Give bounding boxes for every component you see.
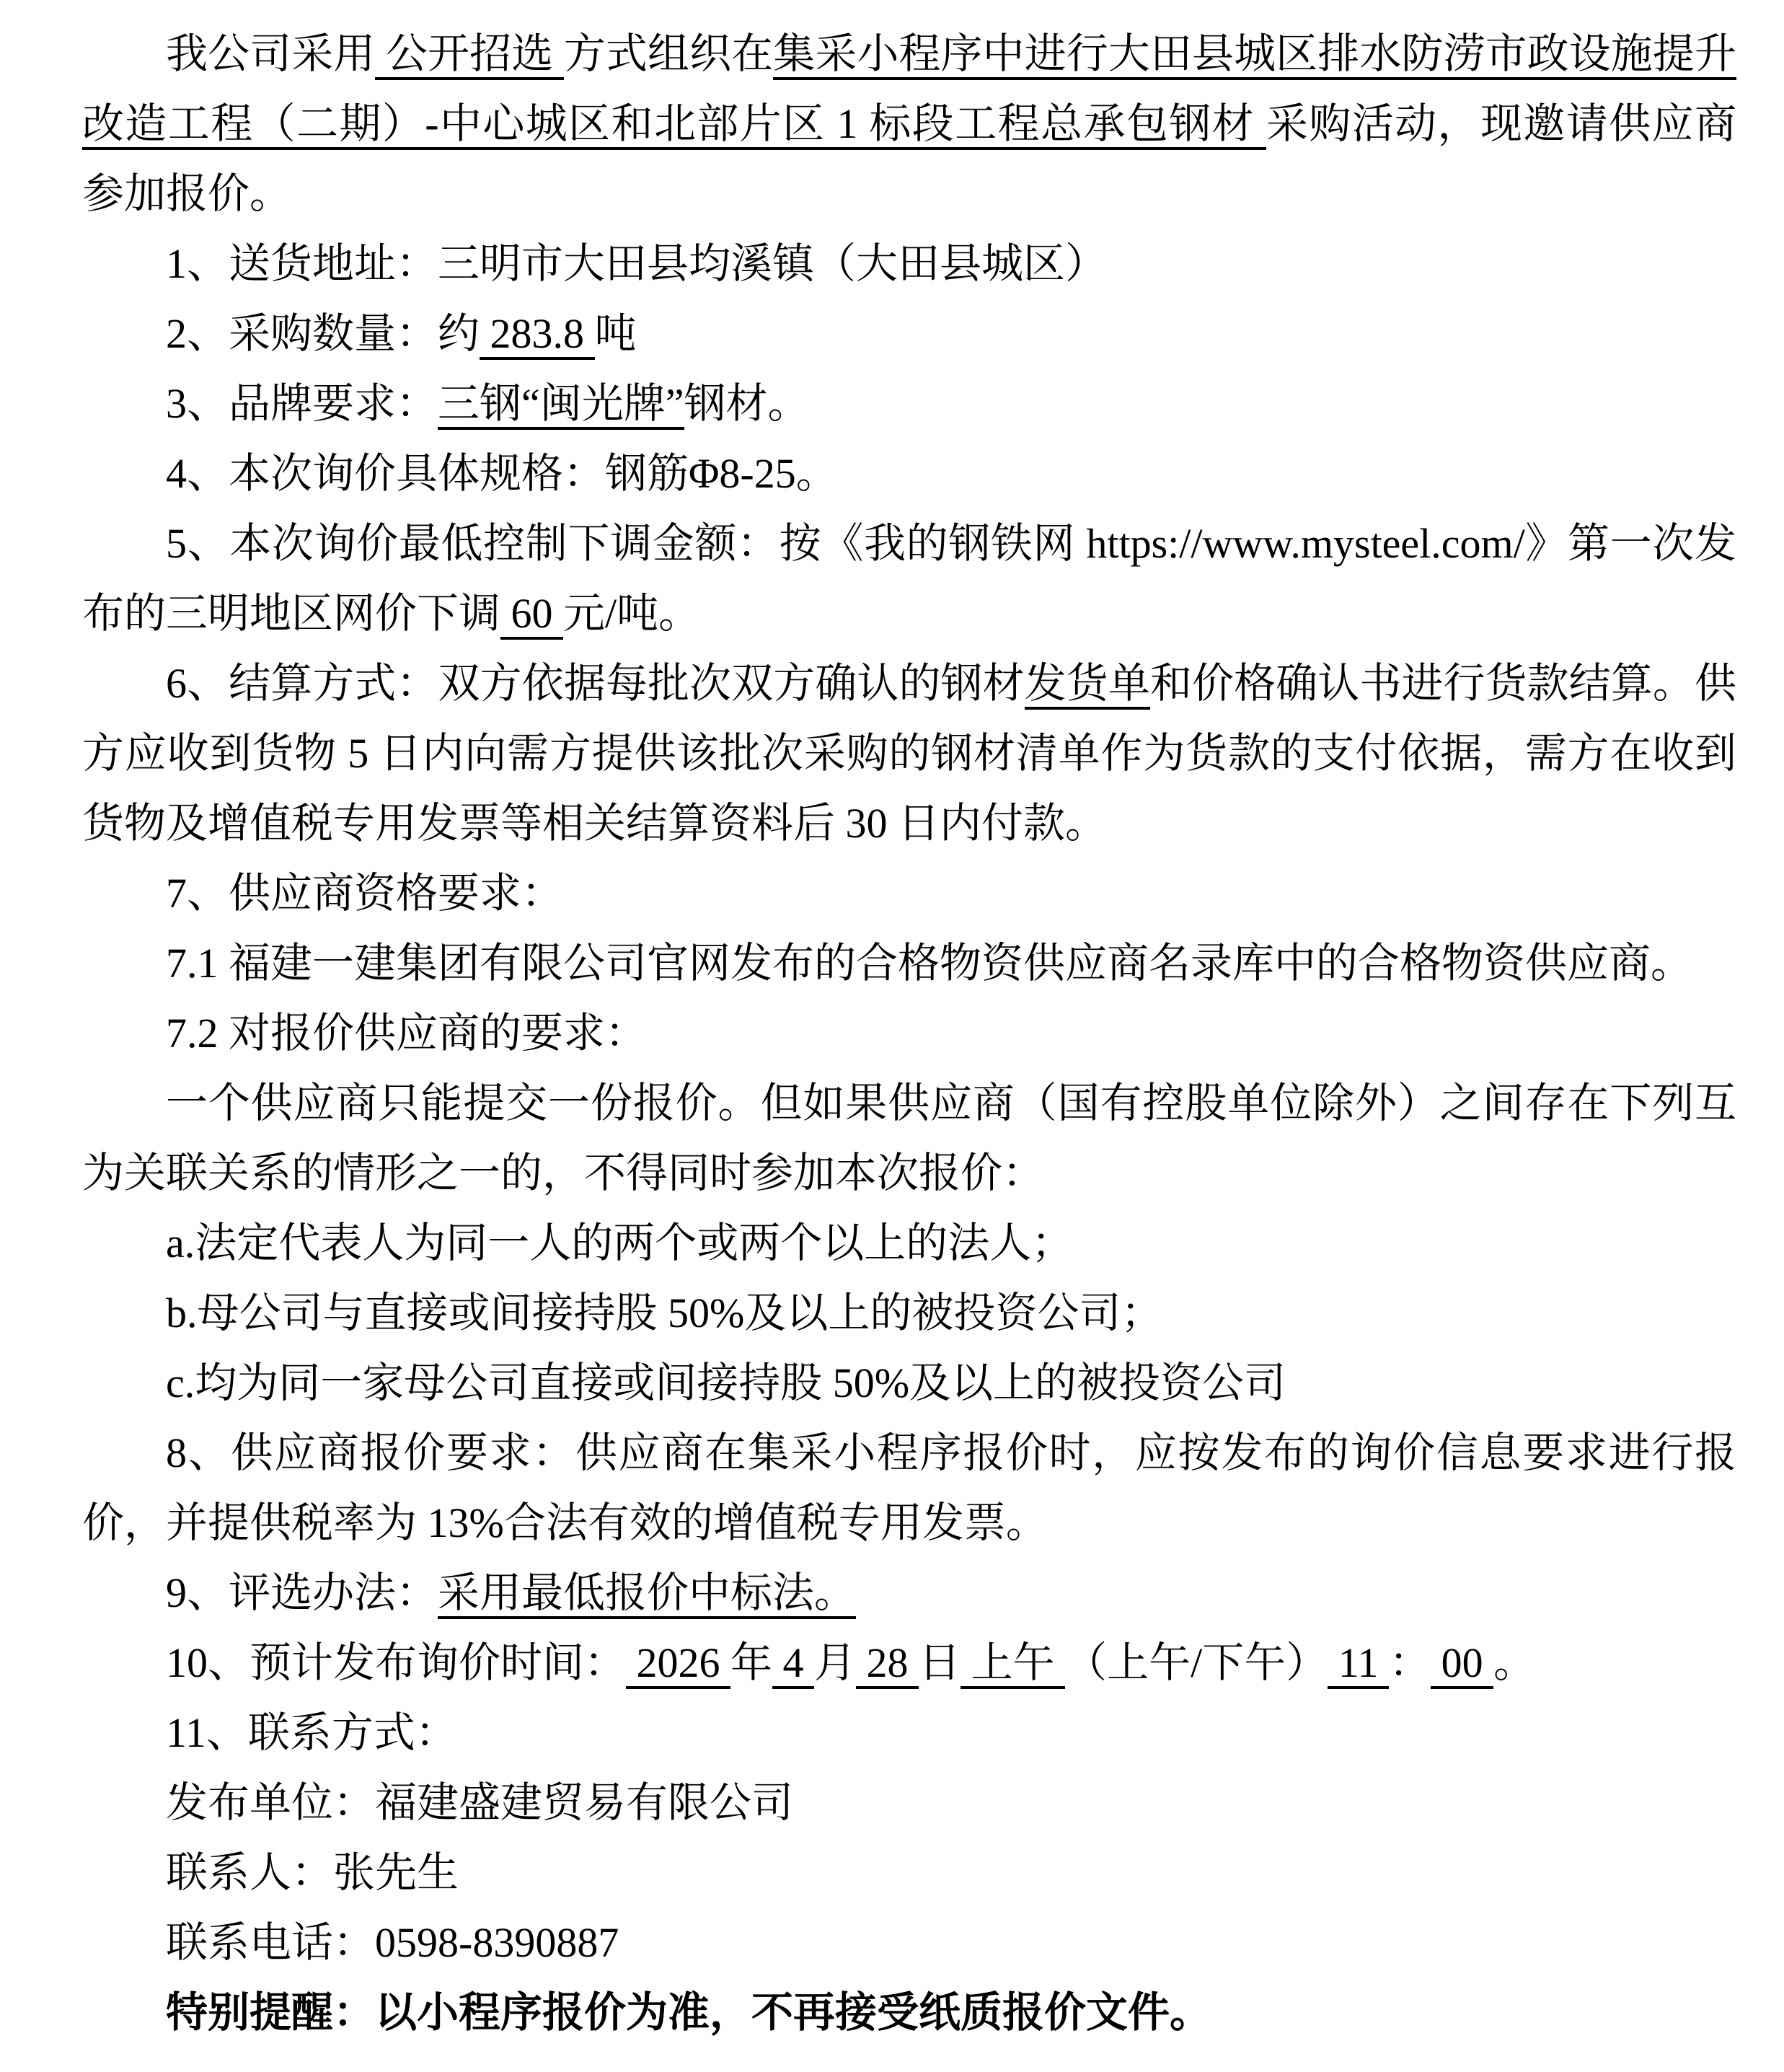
item-8-quote-requirements: [82, 1418, 1736, 1558]
text-run: 2、采购数量：约: [166, 310, 480, 357]
text-run: 5、本次询价最低控制下调金额：按《我的钢铁网 https://www.mysteel.com/》第一次发布的三明地区网价下调: [82, 520, 1736, 637]
underlined-text: 00: [1431, 1639, 1493, 1689]
item-7-2-b: [82, 1278, 1736, 1348]
item-6-settlement-method: [82, 648, 1736, 858]
item-2-quantity: [82, 299, 1736, 369]
item-7-2: [82, 998, 1736, 1068]
text-run: 8、供应商报价要求：供应商在集采小程序报价时，应按发布的询价信息要求进行报价，并提供税率为 13%合法有效的增值税专用发票。: [82, 1429, 1736, 1546]
underlined-text: 上午: [961, 1639, 1065, 1689]
text-run: 我公司采用: [166, 30, 376, 77]
text-run: 联系电话：0598-8390887: [166, 1919, 619, 1966]
item-7-2-a: [82, 1208, 1736, 1278]
item-4-specification: [82, 438, 1736, 508]
underlined-text: 60: [500, 590, 563, 640]
text-run: 。: [1493, 1639, 1536, 1686]
underlined-text: 采用最低报价中标法。: [438, 1569, 856, 1619]
text-run: 一个供应商只能提交一份报价。但如果供应商（国有控股单位除外）之间存在下列互为关联关系的情形之一的，不得同时参加本次报价：: [82, 1080, 1736, 1196]
text-run: 7、供应商资格要求：: [166, 870, 564, 917]
underlined-text: 三钢“闽光牌”: [438, 380, 684, 430]
text-run: 9、评选办法：: [166, 1569, 438, 1616]
text-run: 吨: [594, 310, 637, 357]
text-run: 3、品牌要求：: [166, 380, 438, 427]
publisher-line: [82, 1768, 1736, 1838]
underlined-text: 2026: [626, 1639, 730, 1689]
text-run: 发布单位：福建盛建贸易有限公司: [166, 1779, 794, 1826]
underlined-text: 28: [856, 1639, 919, 1689]
text-run: 7.2 对报价供应商的要求：: [166, 1010, 648, 1057]
intro-paragraph: [82, 19, 1736, 229]
underlined-text: 283.8: [480, 310, 595, 360]
item-9-evaluation-method: [82, 1558, 1736, 1628]
text-run: 元/吨。: [563, 590, 701, 637]
text-run: 4、本次询价具体规格：钢筋Φ8-25。: [166, 450, 838, 497]
special-reminder: [82, 1978, 1736, 2047]
text-run: 联系人：张先生: [166, 1849, 459, 1896]
text-run: 7.1 福建一建集团有限公司官网发布的合格物资供应商名录库中的合格物资供应商。: [166, 940, 1693, 987]
underlined-text: 11: [1328, 1639, 1389, 1689]
underlined-text: 4: [772, 1639, 814, 1689]
item-11-contact-heading: [82, 1698, 1736, 1768]
text-run: 采购活动，现邀请供应商参加报价。: [82, 100, 1736, 217]
contact-person-line: [82, 1838, 1736, 1908]
text-run: 特别提醒：以小程序报价为准，不再接受纸质报价文件。: [166, 1989, 1212, 2036]
text-run: 月: [814, 1639, 857, 1686]
underlined-text: 发货单: [1025, 660, 1150, 710]
text-run: ：: [1389, 1639, 1431, 1686]
item-1-delivery-address: [82, 229, 1736, 299]
document-body: [82, 19, 1736, 2047]
text-run: 1、送货地址：三明市大田县均溪镇（大田县城区）: [166, 240, 1108, 287]
text-run: 日: [919, 1639, 961, 1686]
text-run: b.母公司与直接或间接持股 50%及以上的被投资公司；: [166, 1290, 1163, 1336]
text-run: 年: [730, 1639, 773, 1686]
item-10-publish-time: [82, 1628, 1736, 1698]
underlined-text: 公开招选: [375, 30, 563, 80]
text-run: 10、预计发布询价时间：: [166, 1639, 627, 1686]
text-run: （上午/下午）: [1065, 1639, 1328, 1686]
item-7-2-c: [82, 1348, 1736, 1418]
item-7-2-paragraph: [82, 1068, 1736, 1208]
item-7-supplier-qualification: [82, 858, 1736, 928]
text-run: c.均为同一家母公司直接或间接持股 50%及以上的被投资公司: [166, 1359, 1286, 1406]
text-run: 和价格确认书进行货款结算。供方应收到货物 5 日内向需方提供该批次采购的钢材清单作为货款的支付依据，需方在收到货物及增值税专用发票等相关结算资料后 30 日内付款。: [82, 660, 1736, 847]
text-run: a.法定代表人为同一人的两个或两个以上的法人；: [166, 1220, 1074, 1266]
text-run: 11、联系方式：: [166, 1709, 457, 1756]
text-run: 方式组织在: [563, 30, 774, 77]
text-run: 钢材。: [684, 380, 810, 427]
item-5-price-floor: [82, 508, 1736, 648]
text-run: 6、结算方式：双方依据每批次双方确认的钢材: [166, 660, 1025, 707]
contact-phone-line: [82, 1908, 1736, 1978]
item-3-brand-requirement: [82, 369, 1736, 438]
underlined-text: 集采小程序中进行大田县城区排水防涝市政设施提升改造工程（二期）-中心城区和北部片区 1 标段工程总承包钢材: [82, 30, 1736, 150]
item-7-1: [82, 928, 1736, 998]
